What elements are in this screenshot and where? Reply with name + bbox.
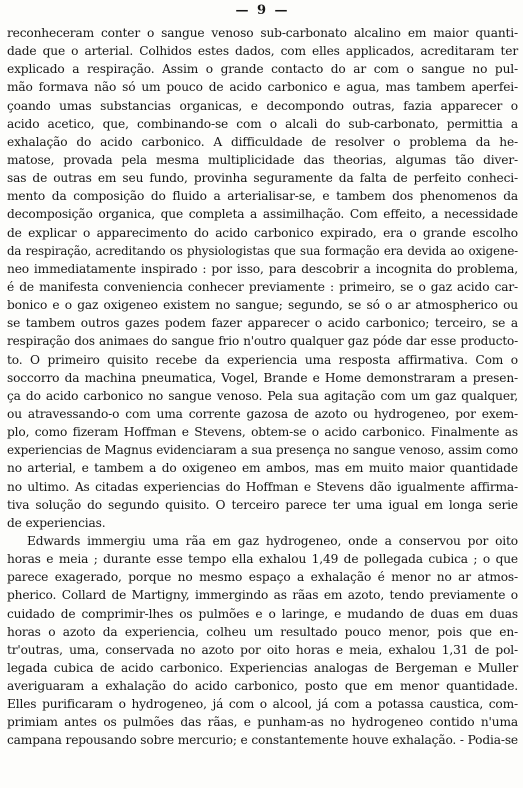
paragraph xyxy=(7,24,518,532)
text-line: da respiração, acreditando os physiologistas que sua formação era devida ao oxigene- xyxy=(7,243,518,258)
text-line: plo, como fizeram Hoffman e Stevens, obtem-se o acido carbonico. Finalmente as xyxy=(7,425,518,440)
text-line: neo immediatamente inspirado : por isso, para descobrir a incognita do problema, xyxy=(7,261,518,276)
body-text xyxy=(7,24,518,750)
text-line: mento da composição do fluido a arterialisar-se, e tambem dos phenomenos da xyxy=(7,189,518,204)
text-line: sas de outras em seu fundo, provinha seguramente da falta de perfeito conheci- xyxy=(7,171,518,186)
text-line: campana repousando sobre mercurio; e constantemente houve exhalação. - Podia-se xyxy=(7,733,518,748)
text-line: çoando umas substancias organicas, e decompondo outras, fazia apparecer o xyxy=(7,98,518,113)
text-line: decomposição organica, que completa a assimilhação. Com effeito, a necessidade xyxy=(7,207,518,222)
text-line: matose, provada pela mesma multiplicidade das theorias, algumas tão diver- xyxy=(7,152,518,167)
text-line: averiguaram a exhalação do acido carbonico, posto que em menor quantidade. xyxy=(7,679,518,694)
text-line: experiencias de Magnus evidenciaram a sua presença no sangue venoso, assim como xyxy=(7,443,518,458)
text-line: cuidado de comprimir-lhes os pulmões e o laringe, e mudando de duas em duas xyxy=(7,606,518,621)
text-line: se tambem outros gazes podem fazer apparecer o acido carbonico; terceiro, se a xyxy=(7,316,518,331)
text-line: Elles purificaram o hydrogeneo, já com o alcool, já com a potassa caustica, com- xyxy=(7,697,518,712)
text-line: respiração dos animaes do sangue frio n'outro qualquer gaz póde dar esse producto- xyxy=(7,334,518,349)
text-line: mão formava não só um pouco de acido carbonico e agua, mas tambem aperfei- xyxy=(7,80,518,95)
text-line: acido acetico, que, combinando-se com o alcali do sub-carbonato, permittia a xyxy=(7,116,518,131)
text-line: pherico. Collard de Martigny, immergindo as rãas em azoto, tendo previamente o xyxy=(7,588,518,603)
text-line: horas o azoto da experiencia, colheu um resultado pouco menor, pois que en- xyxy=(7,624,518,639)
paragraph xyxy=(7,532,518,750)
text-line: ça do acido carbonico no sangue venoso. Pela sua agitação com um gaz qualquer, xyxy=(7,388,518,403)
text-line: Edwards immergiu uma rãa em gaz hydrogeneo, onde a conservou por oito xyxy=(27,533,518,548)
text-line: explicado a respiração. Assim o grande contacto do ar com o sangue no pul- xyxy=(7,62,518,77)
text-line: bonico e o gaz oxigeneo existem no sangue; segundo, se só o ar atmospherico ou xyxy=(7,298,518,313)
text-line: primiam antes os pulmões das rãas, e punham-as no hydrogeneo contido n'uma xyxy=(7,715,518,730)
text-line: tiva solução do segundo quisito. O terceiro parece ter uma igual em longa serie xyxy=(7,497,518,512)
text-line: parece exagerado, porque no mesmo espaço a exhalação é menor no ar atmos- xyxy=(7,570,518,585)
text-line: reconheceram conter o sangue venoso sub-carbonato alcalino em maior quanti- xyxy=(7,26,518,40)
text-line: soccorro da machina pneumatica, Vogel, Brande e Home demonstraram a presen- xyxy=(7,370,518,385)
text-line: de experiencias. xyxy=(7,515,106,530)
text-line: exhalação do acido carbonico. A difficuldade de resolver o problema da he- xyxy=(7,134,518,149)
text-line: legada cubica de acido carbonico. Experiencias analogas de Bergeman e Muller xyxy=(7,660,518,675)
text-line: no ultimo. As citadas experiencias do Hoffman e Stevens dão igualmente affirma- xyxy=(7,479,518,494)
text-line: ou atravessando-o com uma corrente gazosa de azoto ou hydrogeneo, por exem- xyxy=(7,406,518,421)
text-line: tr'outras, uma, conservada no azoto por oito horas e meia, exhalou 1,31 de pol- xyxy=(7,642,518,657)
text-line: é de manifesta conveniencia conhecer previamente : primeiro, se o gaz acido car- xyxy=(7,279,518,294)
text-line: de explicar o apparecimento do acido carbonico expirado, era o grande escolho xyxy=(7,225,518,240)
text-line: to. O primeiro quisito recebe da experiencia uma resposta affirmativa. Com o xyxy=(7,352,518,367)
text-line: no arterial, e tambem a do oxigeneo em ambos, mas em muito maior quantidade xyxy=(7,461,518,476)
text-line: horas e meia ; durante esse tempo ella exhalou 1,49 de pollegada cubica ; o que xyxy=(7,552,518,567)
text-line: dade que o arterial. Colhidos estes dados, com elles applicados, acreditaram ter xyxy=(7,44,518,59)
page-number: — 9 — xyxy=(235,3,290,18)
